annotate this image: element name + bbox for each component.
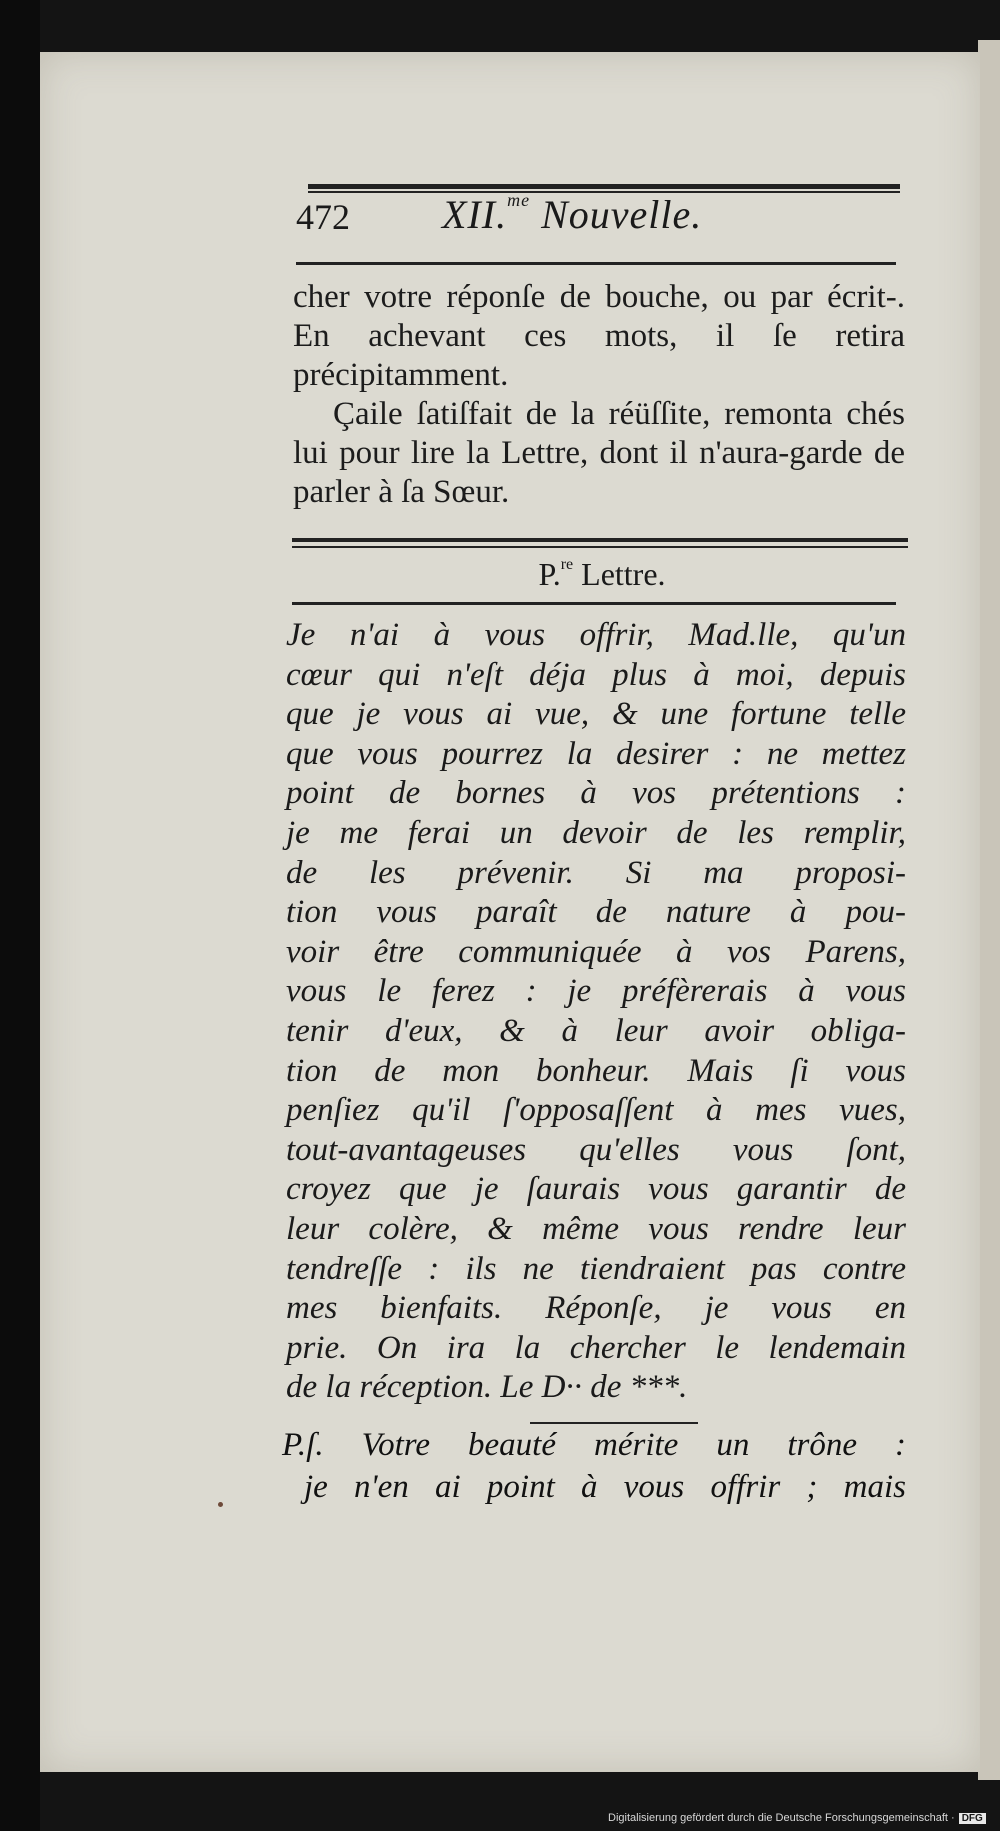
letter-line: je me ferai un devoir de les remplir, bbox=[286, 814, 906, 851]
running-head bbox=[442, 190, 702, 238]
binding-edge bbox=[0, 0, 40, 1831]
postscript bbox=[282, 1424, 906, 1508]
header-rule-top bbox=[308, 184, 900, 189]
digitization-credit bbox=[608, 1812, 986, 1824]
letter-line: prie. On ira la chercher le lendemain bbox=[286, 1329, 906, 1366]
section-rule-top-thin bbox=[292, 546, 908, 548]
letter-text bbox=[286, 616, 906, 1408]
letter-line: mes bienfaits. Réponſe, je vous en bbox=[286, 1290, 906, 1327]
narrative-text bbox=[293, 278, 905, 512]
page-number: 472 bbox=[296, 197, 350, 237]
letter-line: tenir d'eux, & à leur avoir obliga- bbox=[286, 1012, 906, 1049]
page-edge bbox=[978, 40, 1000, 1780]
paragraph: Çaile ſatiſfait de la réüſſite, remonta chés lui pour lire la Lettre, dont il n'aura-garde de parler à ſa Sœur. bbox=[293, 396, 905, 510]
letter-line: point de bornes à vos prétentions : bbox=[286, 775, 906, 812]
postscript-line: je n'en ai point à vous offrir ; mais bbox=[304, 1469, 906, 1505]
letter-heading-title: Lettre. bbox=[573, 556, 666, 592]
letter-line: croyez que je ſaurais vous garantir de bbox=[286, 1171, 906, 1208]
letter-line: penſiez qu'il ſ'opposaſſent à mes vues, bbox=[286, 1092, 906, 1129]
header-rule-bottom bbox=[296, 262, 896, 265]
letter-line: tion de mon bonheur. Mais ſi vous bbox=[286, 1052, 906, 1089]
letter-line: de les prévenir. Si ma proposi- bbox=[286, 854, 906, 891]
letter-line: cœur qui n'eſt déja plus à moi, depuis bbox=[286, 656, 906, 693]
dfg-logo: DFG bbox=[959, 1813, 986, 1824]
letter-heading-prefix: P. bbox=[538, 556, 561, 592]
letter-heading bbox=[296, 556, 908, 593]
section-rule-bottom bbox=[292, 602, 896, 605]
credit-text: Digitalisierung gefördert durch die Deutsche Forschungsgemeinschaft · bbox=[608, 1812, 955, 1824]
letter-line: vous le ferez : je préfèrerais à vous bbox=[286, 973, 906, 1010]
running-head-superscript: me bbox=[507, 190, 531, 210]
letter-line: tout-avantageuses qu'elles vous ſont, bbox=[286, 1131, 906, 1168]
letter-line: tendreſſe : ils ne tiendraient pas contre bbox=[286, 1250, 906, 1287]
letter-line: voir être communiquée à vos Parens, bbox=[286, 933, 906, 970]
running-head-title: Nouvelle. bbox=[530, 192, 703, 237]
letter-line: que vous pourrez la desirer : ne mettez bbox=[286, 735, 906, 772]
letter-heading-superscript: re bbox=[560, 556, 574, 573]
letter-line: tion vous paraît de nature à pou- bbox=[286, 894, 906, 931]
ink-spot bbox=[218, 1502, 223, 1507]
running-head-numeral: XII. bbox=[442, 192, 508, 237]
letter-line: que je vous ai vue, & une fortune telle bbox=[286, 696, 906, 733]
postscript-line: P.ſ. Votre beauté mérite un trône : bbox=[282, 1427, 906, 1463]
running-header bbox=[296, 190, 896, 248]
letter-line: leur colère, & même vous rendre leur bbox=[286, 1210, 906, 1247]
letter-line: de la réception. Le D·· de ***. bbox=[286, 1369, 688, 1406]
paragraph: cher votre réponſe de bouche, ou par écrit-. En achevant ces mots, il ſe retira précipitamment. bbox=[293, 279, 905, 393]
section-rule-top bbox=[292, 538, 908, 542]
letter-line: Je n'ai à vous offrir, Mad.lle, qu'un bbox=[286, 617, 906, 653]
